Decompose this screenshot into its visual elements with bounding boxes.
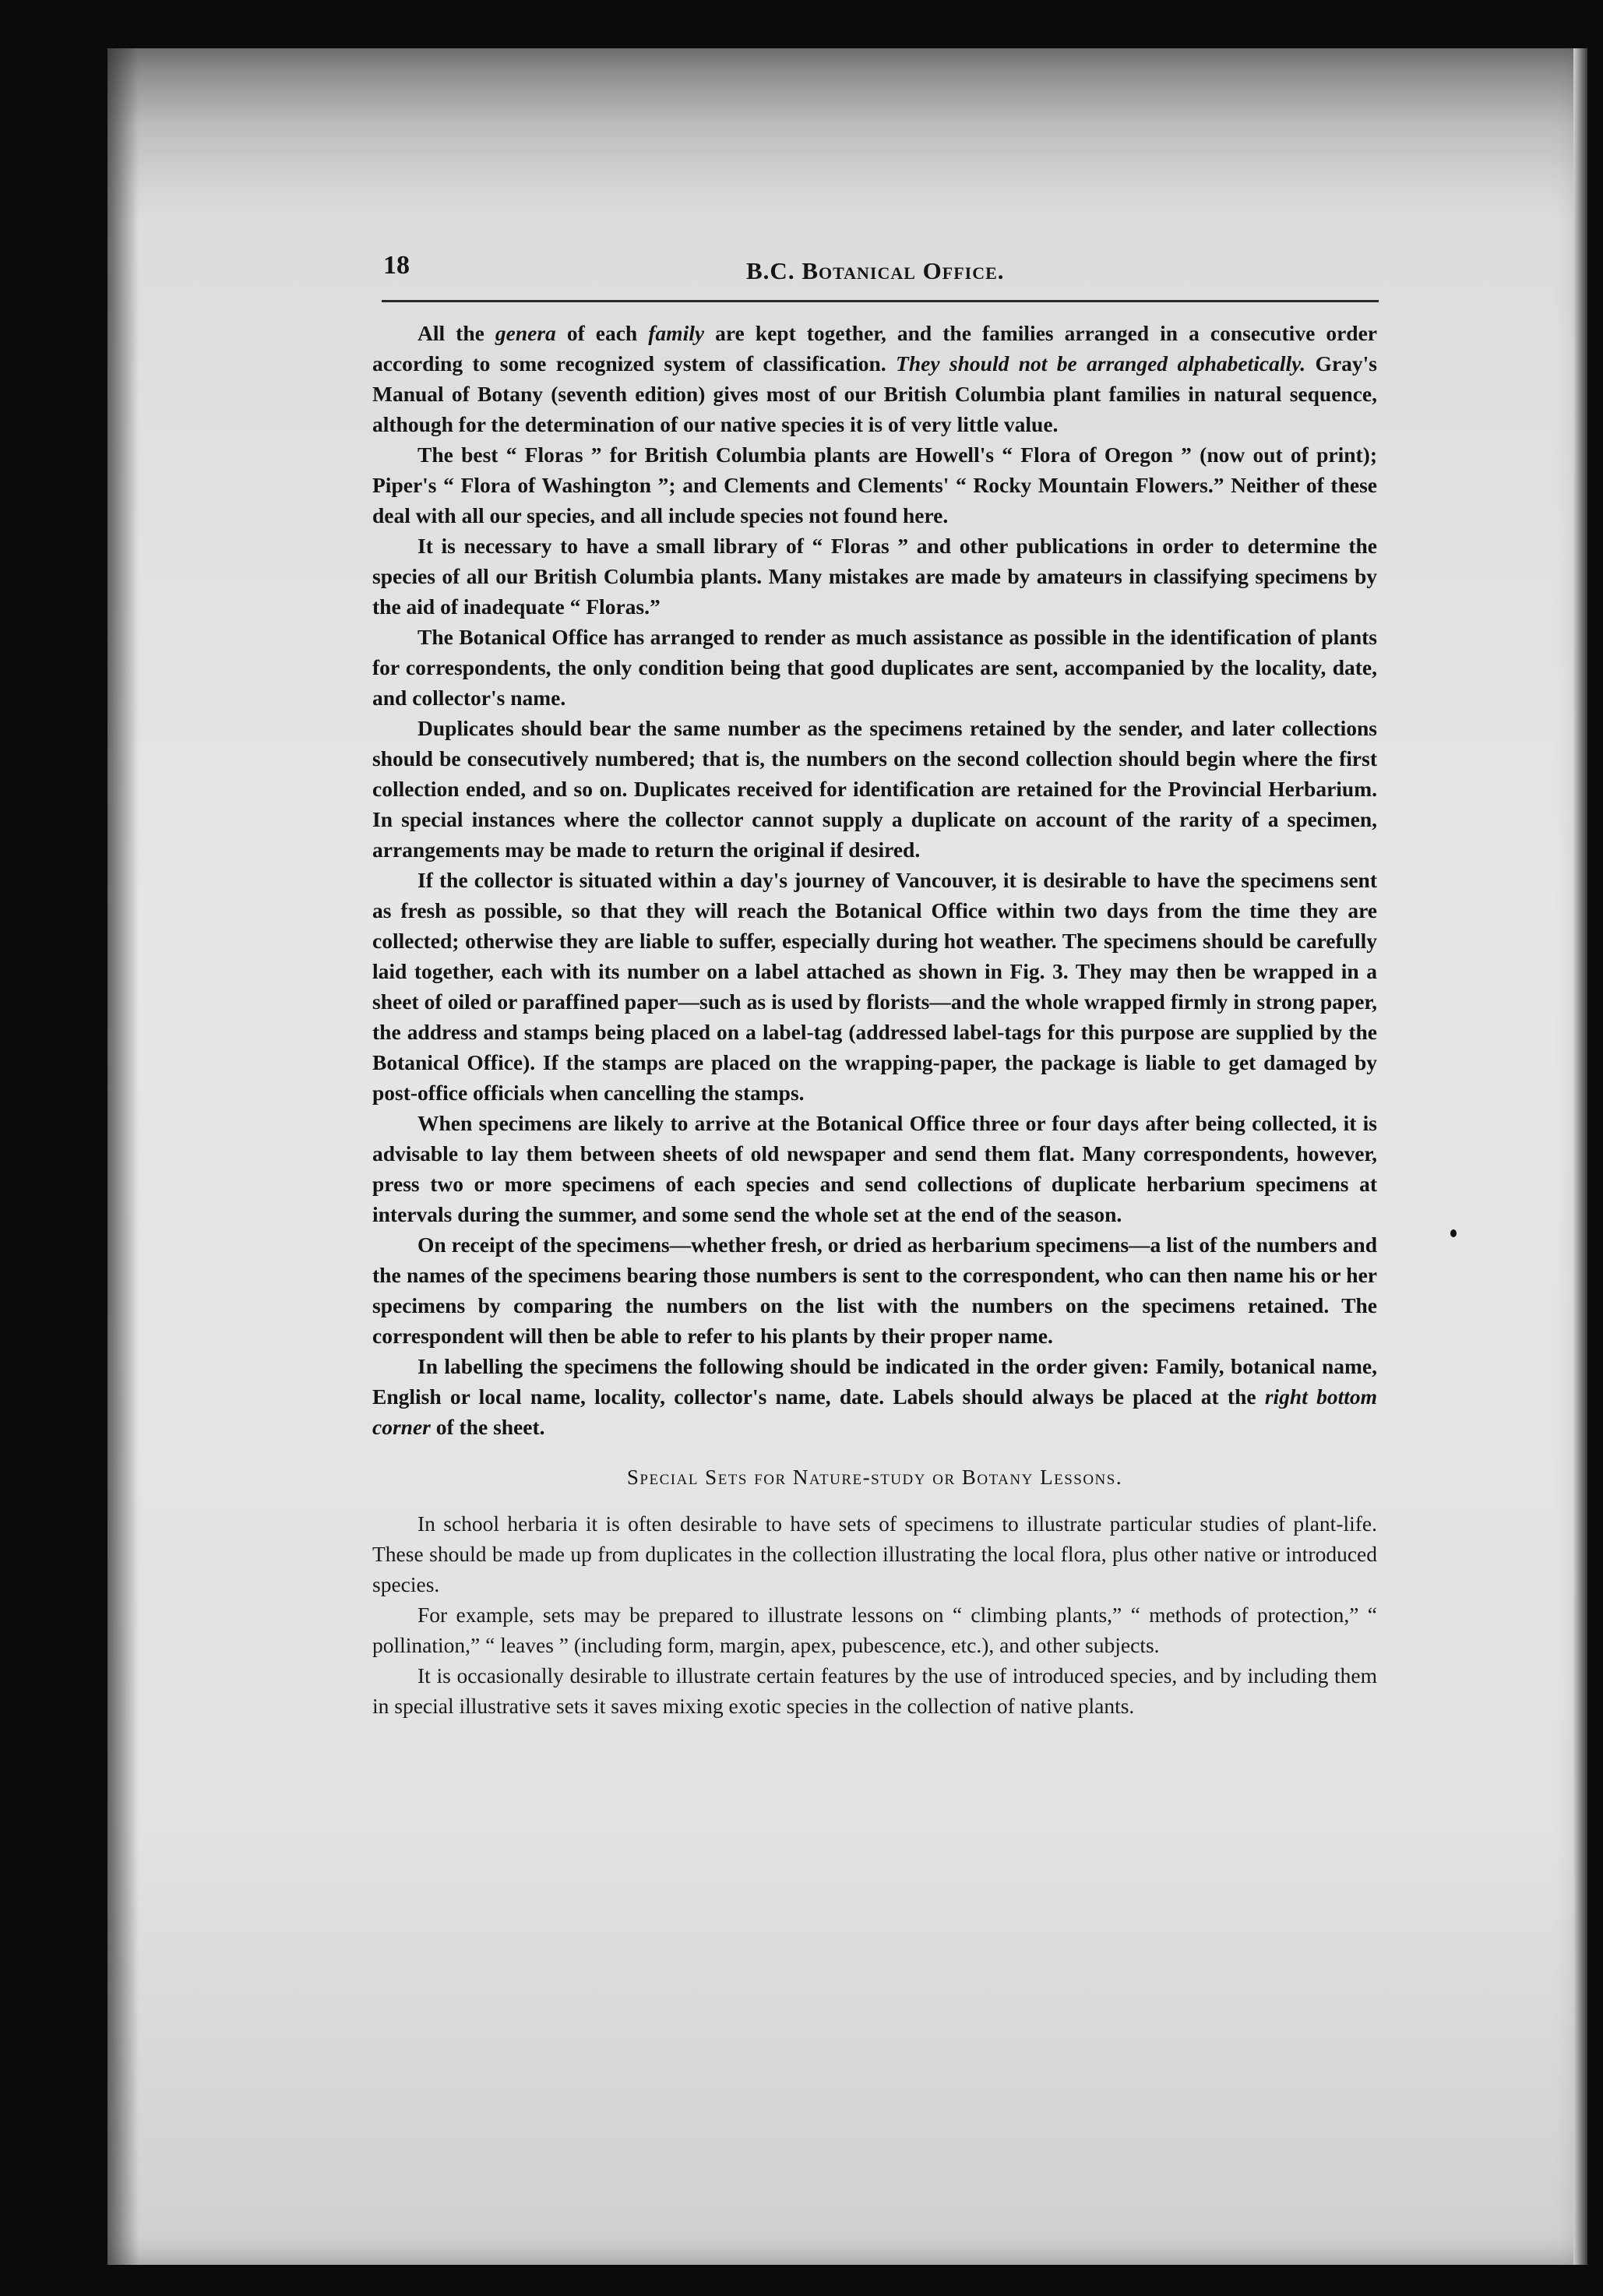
text-run: In school herbaria it is often desirable to have sets of specimens to illustrate particular studies of plant-life. These should be made up from duplicates in the collection illustrating the local flora, plus other native or introduced species. [372, 1511, 1377, 1596]
page-edge-shadow [1573, 48, 1587, 2265]
page-number: 18 [383, 251, 410, 280]
text-run: For example, sets may be prepared to illustrate lessons on “ climbing plants,” “ methods of protection,” “ pollination,” “ leaves ” (including form, margin, apex, pubescence, etc.), and other subjects. [372, 1603, 1377, 1657]
paragraph [372, 1599, 1377, 1660]
italic-text: family [648, 321, 705, 345]
running-head: B.C. Botanical Office. [746, 257, 1005, 284]
text-run: On receipt of the specimens—whether fresh, or dried as herbarium specimens—a list of the numbers and the names of the specimens bearing those numbers is sent to the correspondent, who can then name his or her specimens by comparing the numbers on the list with the numbers on the specimens retained. The correspondent will then be able to refer to his plants by their proper name. [372, 1233, 1377, 1348]
paragraph [372, 1660, 1377, 1721]
paragraph [372, 622, 1377, 713]
paragraphs-bottom [372, 1508, 1377, 1721]
speck [1450, 1229, 1457, 1237]
paragraph [372, 1351, 1377, 1442]
text-run: It is necessary to have a small library of “ Floras ” and other publications in order to determine the species of all our British Columbia plants. Many mistakes are made by amateurs in classifying specimens by the aid of inadequate “ Floras.” [372, 534, 1377, 619]
text-run: Gray's Manual of Botany (seventh edition) gives most of our British Columbia plant families in natural sequence, although for the determination of our native species it is of very little value. [372, 351, 1377, 436]
text-run: If the collector is situated within a day's journey of Vancouver, it is desirable to have the specimens sent as fresh as possible, so that they will reach the Botanical Office within two days from the time they are collected; otherwise they are liable to suffer, especially during hot weather. The specimens should be carefully laid together, each with its number on a label attached as shown in Fig. 3. They may then be wrapped in a sheet of oiled or paraffined paper—such as is used by florists—and the whole wrapped firmly in strong paper, the address and stamps being placed on a label-tag (addressed label-tags for this purpose are supplied by the Botanical Office). If the stamps are placed on the wrapping-paper, the package is liable to get damaged by post-office officials when cancelling the stamps. [372, 868, 1377, 1105]
text-run: Duplicates should bear the same number as the specimens retained by the sender, and later collections should be consecutively numbered; that is, the numbers on the second collection should begin where the first collection ended, and so on. Duplicates received for identification are retained for the Provincial Herbarium. In special instances where the collector cannot supply a duplicate on account of the rarity of a specimen, arrangements may be made to return the original if desired. [372, 716, 1377, 862]
header-rule [382, 300, 1379, 302]
text-run: of the sheet. [430, 1415, 545, 1439]
paragraph [372, 318, 1377, 439]
paragraphs-top [372, 318, 1377, 1442]
paragraph [372, 713, 1377, 865]
text-run: It is occasionally desirable to illustrate certain features by the use of introduced species, and by including them in special illustrative sets it saves mixing exotic species in the collection of native plants. [372, 1663, 1377, 1718]
text-run: The best “ Floras ” for British Columbia plants are Howell's “ Flora of Oregon ” (now out of print); Piper's “ Flora of Washington ”; and Clements and Clements' “ Rocky Mountain Flowers.” Neither of these deal with all our species, and all include species not found here. [372, 443, 1377, 527]
section-heading: Special Sets for Nature-study or Botany Lessons. [626, 1465, 1123, 1489]
paragraph [372, 531, 1377, 622]
text-run: are kept together, and the families arranged in a consecutive order according to some recognized system of classification. [372, 321, 1377, 376]
paragraph [372, 865, 1377, 1108]
italic-text: They should not be arranged alphabetically. [896, 351, 1306, 376]
text-run: When specimens are likely to arrive at the Botanical Office three or four days after being collected, it is advisable to lay them between sheets of old newspaper and send them flat. Many correspondents, however, press two or more specimens of each species and send collections of duplicate herbarium specimens at intervals during the summer, and some send the whole set at the end of the season. [372, 1111, 1377, 1226]
text-run: In labelling the specimens the following should be indicated in the order given: Family, botanical name, English or local name, locality, collector's name, date. Labels should always be placed at the [372, 1354, 1377, 1409]
paragraph [372, 1229, 1377, 1351]
body-text [372, 318, 1377, 1721]
paragraph [372, 439, 1377, 531]
text-run: of each [555, 321, 649, 345]
paragraph [372, 1508, 1377, 1599]
italic-text: genera [495, 321, 556, 345]
paragraph [372, 1108, 1377, 1229]
text-run: All the [417, 321, 495, 345]
italic-text: right bottom corner [372, 1384, 1377, 1439]
text-run: The Botanical Office has arranged to render as much assistance as possible in the identification of plants for correspondents, the only condition being that good duplicates are sent, accompanied by the locality, date, and collector's name. [372, 625, 1377, 710]
